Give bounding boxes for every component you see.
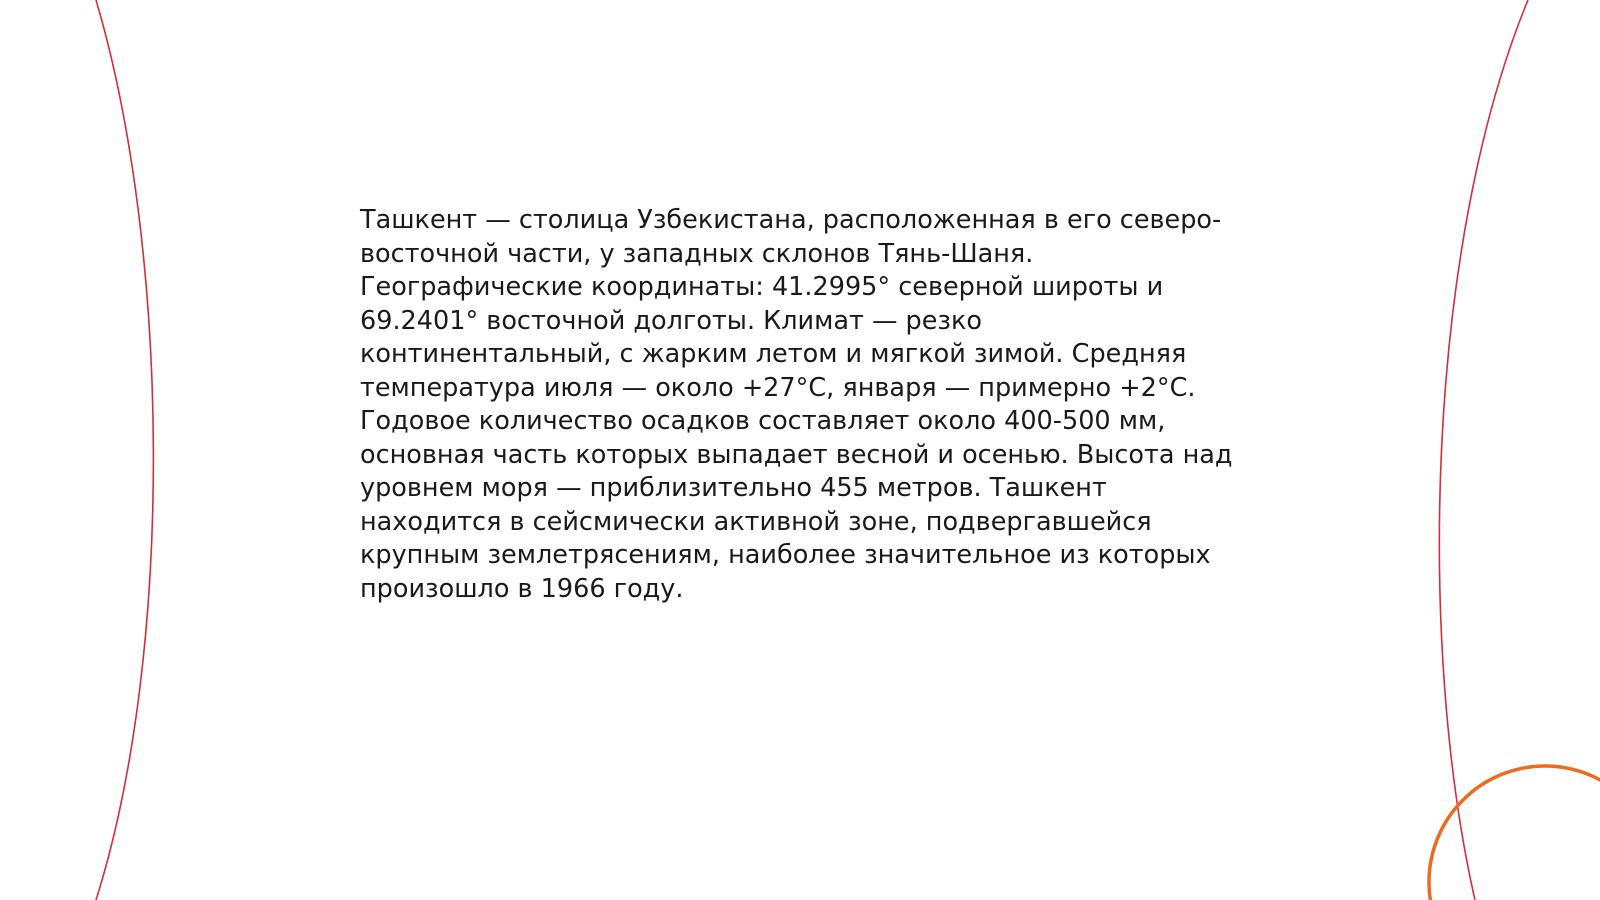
- body-paragraph: Ташкент — столица Узбекистана, расположенная в его северо-восточной части, у западных склонов Тянь-Шаня. Географические координаты: 41.2995° северной широты и 69.2401° восточной долготы. Климат — резко континентальный, с жарким летом и мягкой зимой. Средняя температура июля — около +27°C, января — примерно +2°C. Годовое количество осадков составляет около 400-500 мм, основная часть которых выпадает весной и осенью. Высота над уровнем моря — приблизительно 455 метров. Ташкент находится в сейсмически активной зоне, подвергавшейся крупным землетрясениям, наиболее значительное из которых произошло в 1966 году.: [360, 205, 1233, 604]
- right-curve-line: [1439, 0, 1528, 900]
- left-curve-line: [96, 0, 153, 900]
